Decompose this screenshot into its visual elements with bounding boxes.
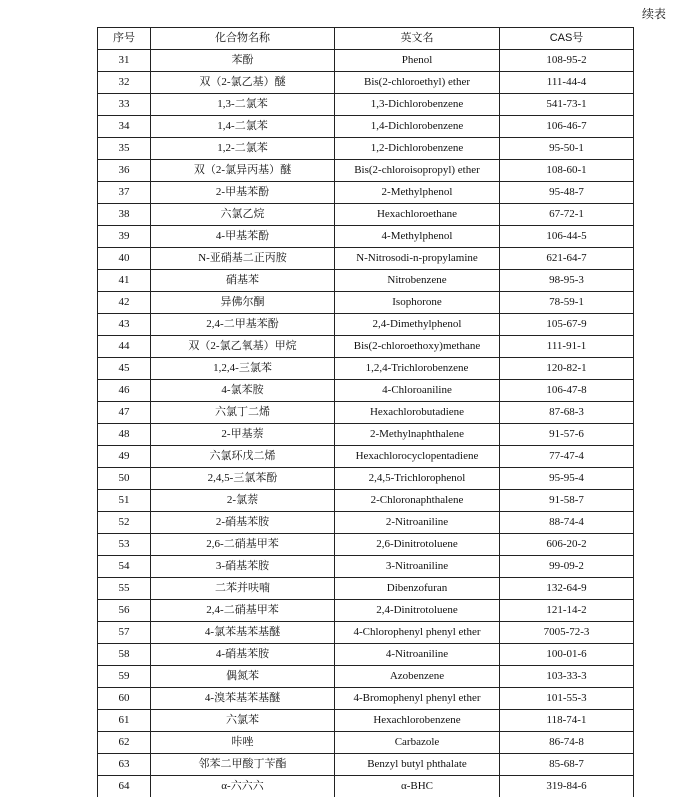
serial-number-cell: 42 [98,292,151,314]
chinese-name-cell: 咔唑 [151,732,335,754]
english-name-cell: Bis(2-chloroethoxy)methane [335,336,500,358]
serial-number-cell: 61 [98,710,151,732]
serial-number-cell: 56 [98,600,151,622]
serial-number-cell: 51 [98,490,151,512]
cas-number-cell: 103-33-3 [500,666,634,688]
cas-number-cell: 111-44-4 [500,72,634,94]
serial-number-cell: 39 [98,226,151,248]
table-row [98,688,634,710]
chinese-name-cell: 硝基苯 [151,270,335,292]
cas-number-cell: 7005-72-3 [500,622,634,644]
cas-number-cell: 319-84-6 [500,776,634,798]
serial-number-cell: 48 [98,424,151,446]
english-name-cell: 2-Nitroaniline [335,512,500,534]
table-row [98,622,634,644]
table-row [98,644,634,666]
cas-number-cell: 108-60-1 [500,160,634,182]
chinese-name-cell: 偶氮苯 [151,666,335,688]
chinese-name-cell: 六氯乙烷 [151,204,335,226]
english-name-cell: Benzyl butyl phthalate [335,754,500,776]
header-compound-name: 化合物名称 [151,28,335,50]
table-row [98,94,634,116]
chinese-name-cell: 苯酚 [151,50,335,72]
chinese-name-cell: 二苯并呋喃 [151,578,335,600]
english-name-cell: Nitrobenzene [335,270,500,292]
cas-number-cell: 541-73-1 [500,94,634,116]
table-row [98,314,634,336]
serial-number-cell: 62 [98,732,151,754]
chinese-name-cell: 2-氯萘 [151,490,335,512]
cas-number-cell: 91-58-7 [500,490,634,512]
serial-number-cell: 52 [98,512,151,534]
chinese-name-cell: 1,3-二氯苯 [151,94,335,116]
cas-number-cell: 91-57-6 [500,424,634,446]
chinese-name-cell: 1,4-二氯苯 [151,116,335,138]
cas-number-cell: 120-82-1 [500,358,634,380]
table-row [98,72,634,94]
table-row [98,512,634,534]
chinese-name-cell: 2,6-二硝基甲苯 [151,534,335,556]
english-name-cell: Bis(2-chloroisopropyl) ether [335,160,500,182]
table-row [98,776,634,798]
english-name-cell: 1,2,4-Trichlorobenzene [335,358,500,380]
table-row [98,160,634,182]
cas-number-cell: 106-46-7 [500,116,634,138]
english-name-cell: Bis(2-chloroethyl) ether [335,72,500,94]
cas-number-cell: 87-68-3 [500,402,634,424]
table-row [98,292,634,314]
table-header [98,28,634,50]
cas-number-cell: 621-64-7 [500,248,634,270]
chinese-name-cell: 双（2-氯乙基）醚 [151,72,335,94]
chinese-name-cell: α-六六六 [151,776,335,798]
cas-number-cell: 132-64-9 [500,578,634,600]
chinese-name-cell: 1,2-二氯苯 [151,138,335,160]
cas-number-cell: 108-95-2 [500,50,634,72]
english-name-cell: 1,3-Dichlorobenzene [335,94,500,116]
chinese-name-cell: 4-氯苯基苯基醚 [151,622,335,644]
table-row [98,534,634,556]
table-row [98,556,634,578]
table-row [98,600,634,622]
english-name-cell: 2-Chloronaphthalene [335,490,500,512]
english-name-cell: Phenol [335,50,500,72]
serial-number-cell: 41 [98,270,151,292]
serial-number-cell: 37 [98,182,151,204]
table-row [98,226,634,248]
chinese-name-cell: 2,4-二甲基苯酚 [151,314,335,336]
chinese-name-cell: 双（2-氯异丙基）醚 [151,160,335,182]
serial-number-cell: 34 [98,116,151,138]
english-name-cell: Carbazole [335,732,500,754]
english-name-cell: 2,4-Dinitrotoluene [335,600,500,622]
serial-number-cell: 45 [98,358,151,380]
english-name-cell: 1,4-Dichlorobenzene [335,116,500,138]
serial-number-cell: 33 [98,94,151,116]
chinese-name-cell: 邻苯二甲酸丁苄酯 [151,754,335,776]
serial-number-cell: 55 [98,578,151,600]
english-name-cell: 4-Bromophenyl phenyl ether [335,688,500,710]
english-name-cell: 4-Chloroaniline [335,380,500,402]
table-row [98,50,634,72]
chinese-name-cell: 2,4,5-三氯苯酚 [151,468,335,490]
english-name-cell: 4-Methylphenol [335,226,500,248]
chinese-name-cell: 4-氯苯胺 [151,380,335,402]
english-name-cell: 2,4,5-Trichlorophenol [335,468,500,490]
cas-number-cell: 95-50-1 [500,138,634,160]
table-row [98,336,634,358]
table-row [98,358,634,380]
chinese-name-cell: 4-甲基苯酚 [151,226,335,248]
table-body [98,50,634,798]
chinese-name-cell: 六氯苯 [151,710,335,732]
english-name-cell: 2,4-Dimethylphenol [335,314,500,336]
serial-number-cell: 31 [98,50,151,72]
chinese-name-cell: 2-甲基萘 [151,424,335,446]
table-row [98,754,634,776]
header-english-name: 英文名 [335,28,500,50]
english-name-cell: 2,6-Dinitrotoluene [335,534,500,556]
english-name-cell: 3-Nitroaniline [335,556,500,578]
table-row [98,578,634,600]
serial-number-cell: 46 [98,380,151,402]
table-row [98,248,634,270]
cas-number-cell: 100-01-6 [500,644,634,666]
cas-number-cell: 106-44-5 [500,226,634,248]
chinese-name-cell: 2,4-二硝基甲苯 [151,600,335,622]
serial-number-cell: 57 [98,622,151,644]
cas-number-cell: 85-68-7 [500,754,634,776]
table-row [98,710,634,732]
english-name-cell: 2-Methylnaphthalene [335,424,500,446]
serial-number-cell: 40 [98,248,151,270]
serial-number-cell: 64 [98,776,151,798]
cas-number-cell: 88-74-4 [500,512,634,534]
serial-number-cell: 60 [98,688,151,710]
table-row [98,666,634,688]
serial-number-cell: 36 [98,160,151,182]
cas-number-cell: 78-59-1 [500,292,634,314]
chinese-name-cell: 2-甲基苯酚 [151,182,335,204]
cas-number-cell: 99-09-2 [500,556,634,578]
table-row [98,116,634,138]
header-serial-number: 序号 [98,28,151,50]
english-name-cell: 1,2-Dichlorobenzene [335,138,500,160]
table-row [98,402,634,424]
cas-number-cell: 67-72-1 [500,204,634,226]
english-name-cell: Isophorone [335,292,500,314]
chinese-name-cell: 3-硝基苯胺 [151,556,335,578]
serial-number-cell: 38 [98,204,151,226]
cas-number-cell: 105-67-9 [500,314,634,336]
english-name-cell: α-BHC [335,776,500,798]
cas-number-cell: 77-47-4 [500,446,634,468]
chinese-name-cell: N-亚硝基二正丙胺 [151,248,335,270]
english-name-cell: N-Nitrosodi-n-propylamine [335,248,500,270]
serial-number-cell: 58 [98,644,151,666]
table-row [98,490,634,512]
table-row [98,732,634,754]
english-name-cell: Azobenzene [335,666,500,688]
header-row [98,28,634,50]
english-name-cell: Hexachloroethane [335,204,500,226]
serial-number-cell: 63 [98,754,151,776]
chinese-name-cell: 六氯环戊二烯 [151,446,335,468]
table-row [98,204,634,226]
cas-number-cell: 118-74-1 [500,710,634,732]
table-row [98,468,634,490]
chinese-name-cell: 2-硝基苯胺 [151,512,335,534]
chinese-name-cell: 1,2,4-三氯苯 [151,358,335,380]
serial-number-cell: 44 [98,336,151,358]
english-name-cell: 2-Methylphenol [335,182,500,204]
cas-number-cell: 98-95-3 [500,270,634,292]
serial-number-cell: 47 [98,402,151,424]
english-name-cell: Hexachlorocyclopentadiene [335,446,500,468]
table-row [98,446,634,468]
compound-table [97,27,634,797]
cas-number-cell: 606-20-2 [500,534,634,556]
serial-number-cell: 35 [98,138,151,160]
english-name-cell: Hexachlorobenzene [335,710,500,732]
table-row [98,138,634,160]
english-name-cell: Dibenzofuran [335,578,500,600]
cas-number-cell: 95-95-4 [500,468,634,490]
chinese-name-cell: 六氯丁二烯 [151,402,335,424]
cas-number-cell: 101-55-3 [500,688,634,710]
serial-number-cell: 53 [98,534,151,556]
table-row [98,380,634,402]
chinese-name-cell: 异佛尔酮 [151,292,335,314]
english-name-cell: 4-Nitroaniline [335,644,500,666]
cas-number-cell: 121-14-2 [500,600,634,622]
header-cas-number: CAS号 [500,28,634,50]
serial-number-cell: 54 [98,556,151,578]
english-name-cell: Hexachlorobutadiene [335,402,500,424]
serial-number-cell: 59 [98,666,151,688]
english-name-cell: 4-Chlorophenyl phenyl ether [335,622,500,644]
continued-label: 续表 [641,7,666,21]
table-row [98,424,634,446]
table-row [98,182,634,204]
serial-number-cell: 32 [98,72,151,94]
chinese-name-cell: 双（2-氯乙氧基）甲烷 [151,336,335,358]
serial-number-cell: 49 [98,446,151,468]
cas-number-cell: 86-74-8 [500,732,634,754]
cas-number-cell: 106-47-8 [500,380,634,402]
table-row [98,270,634,292]
chinese-name-cell: 4-溴苯基苯基醚 [151,688,335,710]
cas-number-cell: 111-91-1 [500,336,634,358]
serial-number-cell: 50 [98,468,151,490]
chinese-name-cell: 4-硝基苯胺 [151,644,335,666]
cas-number-cell: 95-48-7 [500,182,634,204]
serial-number-cell: 43 [98,314,151,336]
